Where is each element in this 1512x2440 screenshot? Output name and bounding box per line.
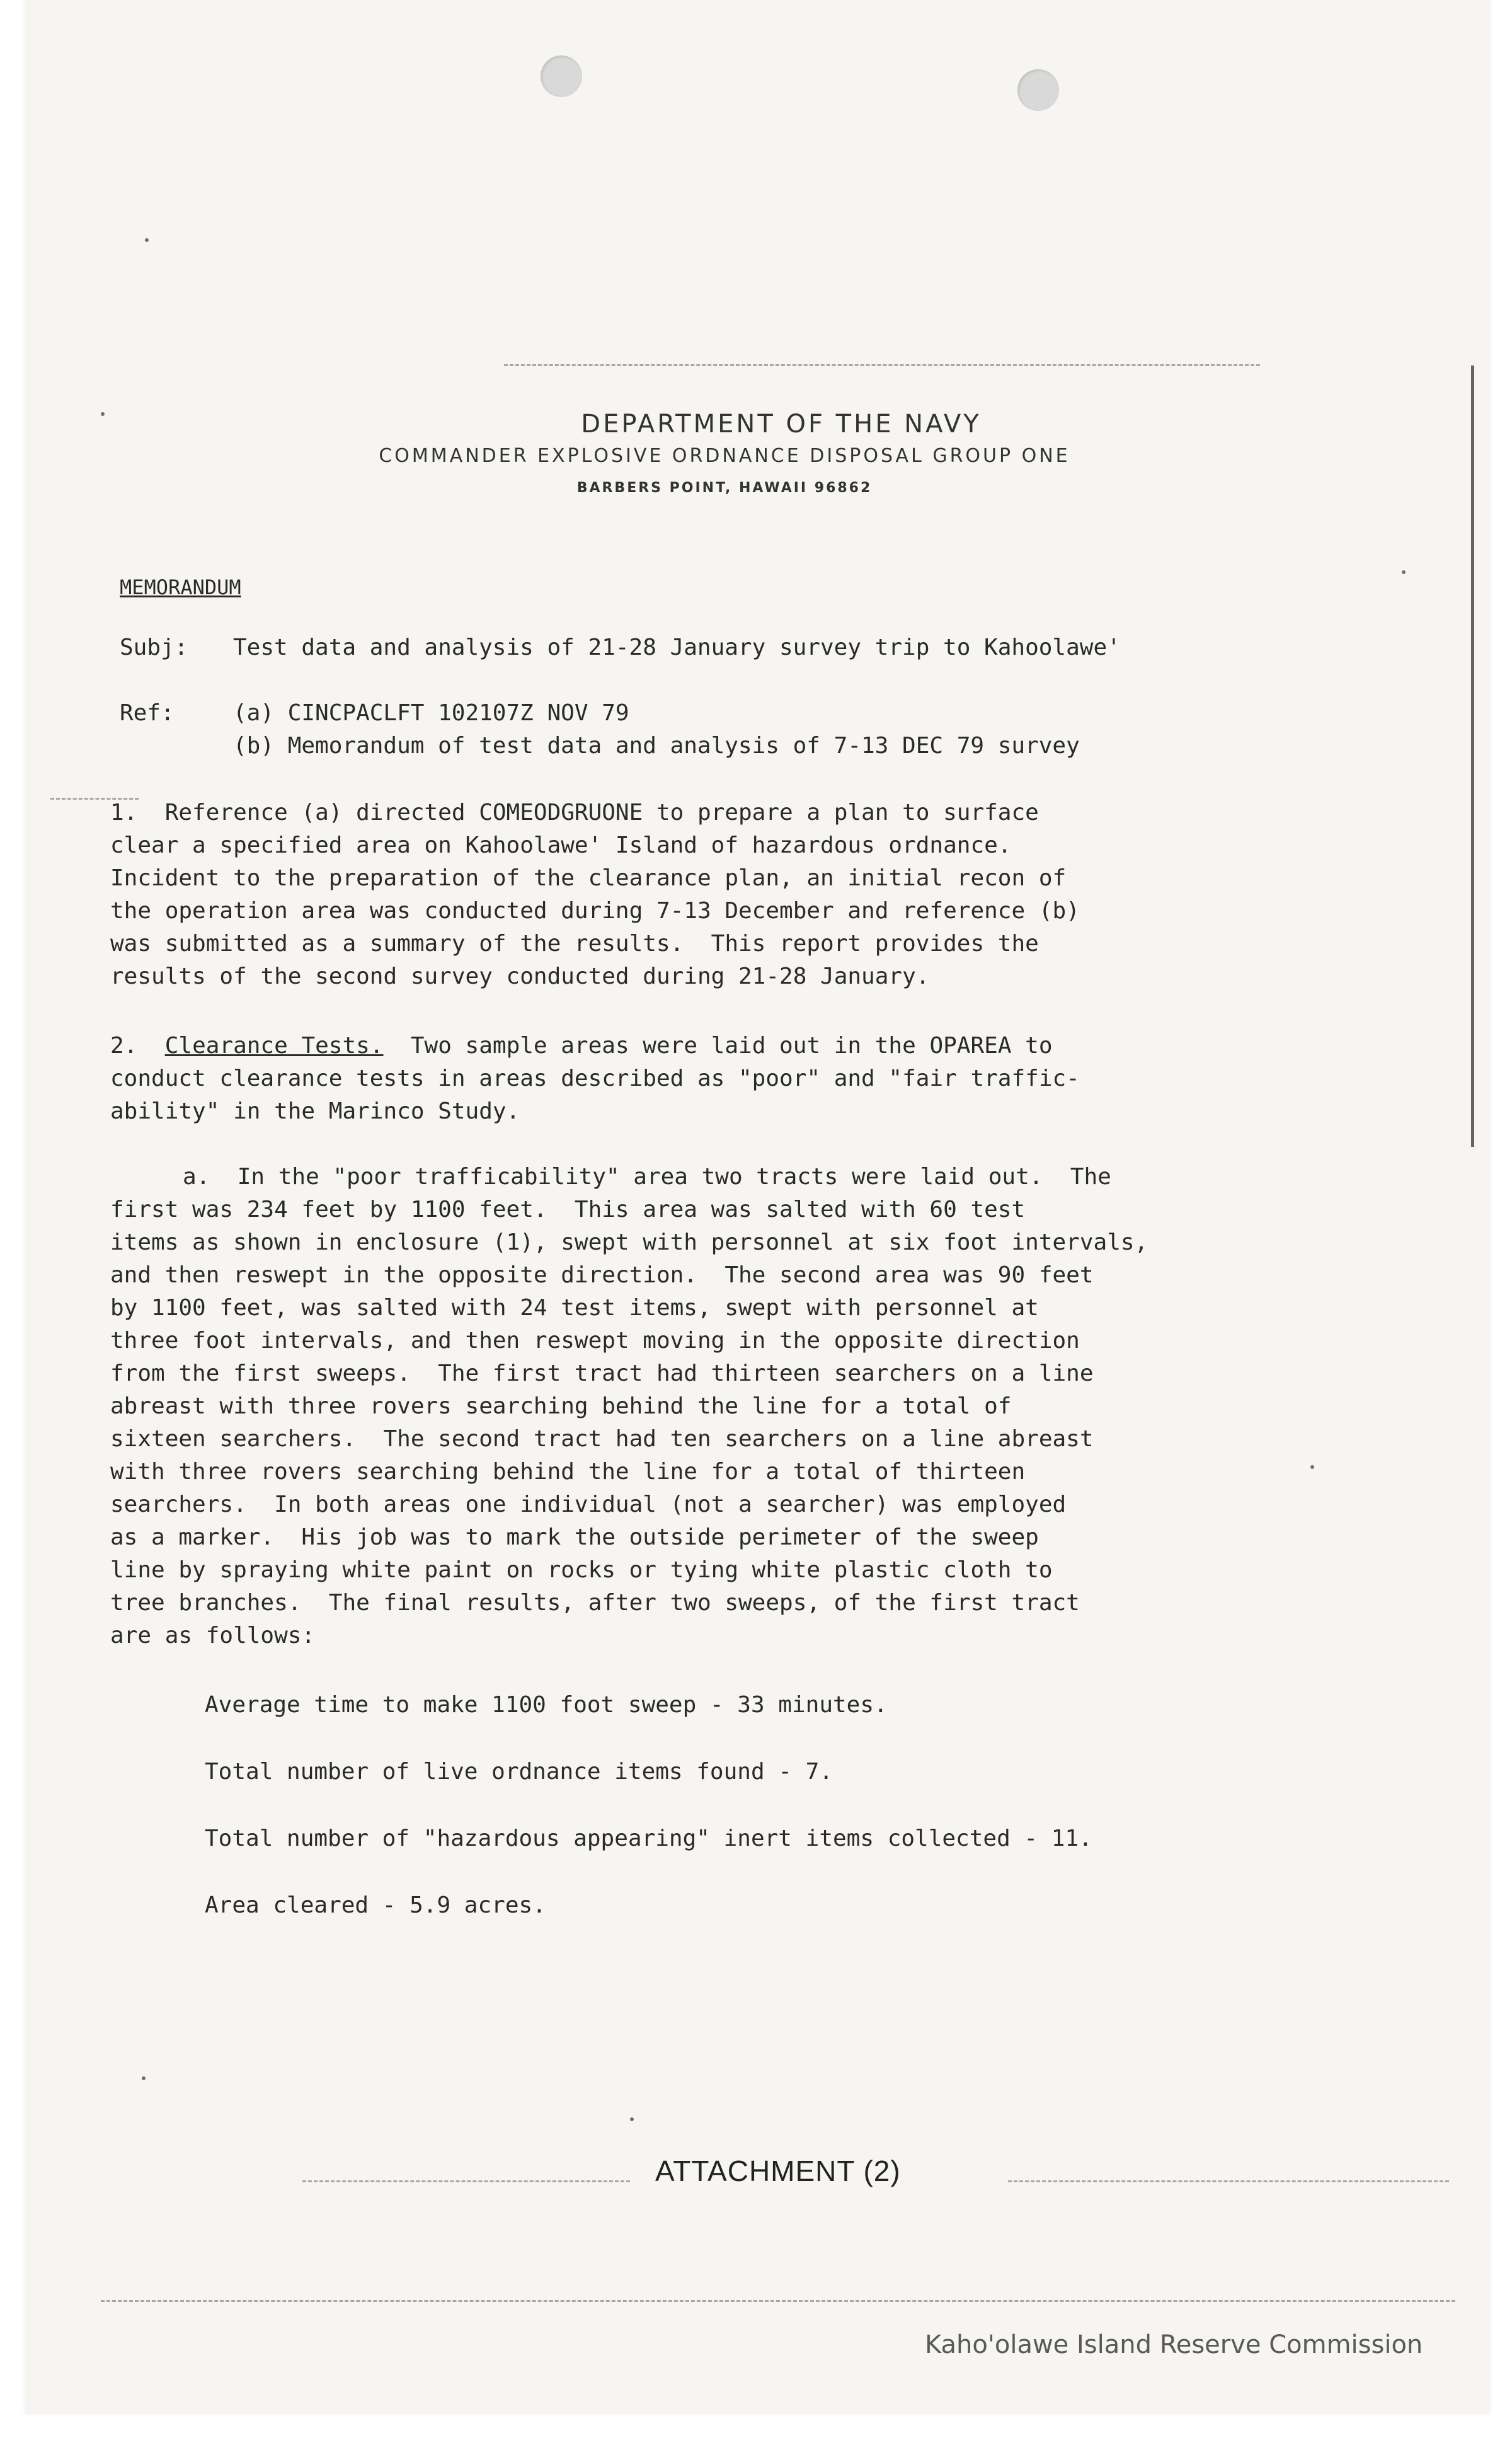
subject-text: Test data and analysis of 21-28 January survey trip to Kahoolawe' [233, 635, 1121, 660]
scan-artifact-line [504, 364, 1260, 366]
speck [1310, 1465, 1314, 1469]
speck [142, 2076, 146, 2080]
para2-title: Clearance Tests. [164, 1033, 384, 1059]
letterhead-address: BARBERS POINT, HAWAII 96862 [576, 480, 873, 496]
para2-line: conduct clearance tests in areas described as "poor" and "fair traffic- [110, 1066, 1080, 1091]
scan-artifact-line [302, 2180, 630, 2182]
para2a-line: tree branches. The final results, after two sweeps, of the first tract [110, 1590, 1080, 1616]
para1-line: results of the second survey conducted during 21-28 January. [110, 964, 930, 989]
reference-a: (a) CINCPACLFT 102107Z NOV 79 [233, 700, 629, 726]
para2-line: ability" in the Marinco Study. [110, 1098, 520, 1124]
para2a-line: abreast with three rovers searching behind the line for a total of [110, 1393, 1012, 1419]
result-item: Average time to make 1100 foot sweep - 33 minutes. [205, 1692, 888, 1718]
reference-b: (b) Memorandum of test data and analysis of 7-13 DEC 79 survey [233, 733, 1080, 759]
speck [145, 238, 149, 242]
para2a-line: first was 234 feet by 1100 feet. This area was salted with 60 test [110, 1197, 1026, 1223]
scan-artifact-line [101, 2300, 1455, 2302]
para2a-line: line by spraying white paint on rocks or tying white plastic cloth to [110, 1557, 1053, 1583]
para2a-line: items as shown in enclosure (1), swept with personnel at six foot intervals, [110, 1229, 1148, 1255]
para2a-line: sixteen searchers. The second tract had ten searchers on a line abreast [110, 1426, 1094, 1452]
attachment-label: ATTACHMENT (2) [655, 2155, 901, 2187]
result-item: Total number of live ordnance items found - 7. [205, 1759, 833, 1785]
para2a-line: three foot intervals, and then reswept moving in the opposite direction [110, 1328, 1080, 1354]
para1-line: 1. Reference (a) directed COMEODGRUONE to prepare a plan to surface [110, 800, 1039, 826]
para1-line: was submitted as a summary of the results. This report provides the [110, 931, 1039, 957]
speck [1402, 570, 1406, 574]
letterhead-department: DEPARTMENT OF THE NAVY [581, 410, 982, 439]
memo-heading: MEMORANDUM [120, 575, 241, 599]
scan-artifact-line [1008, 2180, 1449, 2182]
para2a-line: from the first sweeps. The first tract had thirteen searchers on a line [110, 1361, 1094, 1386]
para2a-line: are as follows: [110, 1623, 316, 1649]
result-item: Total number of "hazardous appearing" inert items collected - 11. [205, 1826, 1092, 1851]
para1-line: clear a specified area on Kahoolawe' Island of hazardous ordnance. [110, 832, 1012, 858]
para1-line: Incident to the preparation of the clearance plan, an initial recon of [110, 865, 1067, 891]
para2-number: 2. [110, 1033, 138, 1059]
para2a-line: a. In the "poor trafficability" area two tracts were laid out. The [183, 1164, 1111, 1190]
punch-hole-left [541, 55, 582, 97]
speck [630, 2117, 634, 2121]
reference-label: Ref: [120, 700, 175, 726]
punch-hole-right [1017, 69, 1059, 111]
para2a-line: searchers. In both areas one individual (not a searcher) was employed [110, 1492, 1067, 1517]
para2a-line: by 1100 feet, was salted with 24 test items, swept with personnel at [110, 1295, 1039, 1321]
result-item: Area cleared - 5.9 acres. [205, 1892, 546, 1918]
para1-line: the operation area was conducted during 7-13 December and reference (b) [110, 898, 1080, 924]
letterhead-command: COMMANDER EXPLOSIVE ORDNANCE DISPOSAL GROUP ONE [379, 445, 1070, 467]
para2a-line: as a marker. His job was to mark the outside perimeter of the sweep [110, 1524, 1039, 1550]
subject-label: Subj: [120, 635, 188, 660]
para2a-line: with three rovers searching behind the line for a total of thirteen [110, 1459, 1026, 1485]
para2-line1-rest: Two sample areas were laid out in the OPAREA to [383, 1033, 1053, 1059]
para2a-line: and then reswept in the opposite direction. The second area was 90 feet [110, 1262, 1094, 1288]
para2-first-line [110, 1030, 1053, 1062]
watermark-text: Kaho'olawe Island Reserve Commission [925, 2330, 1423, 2359]
